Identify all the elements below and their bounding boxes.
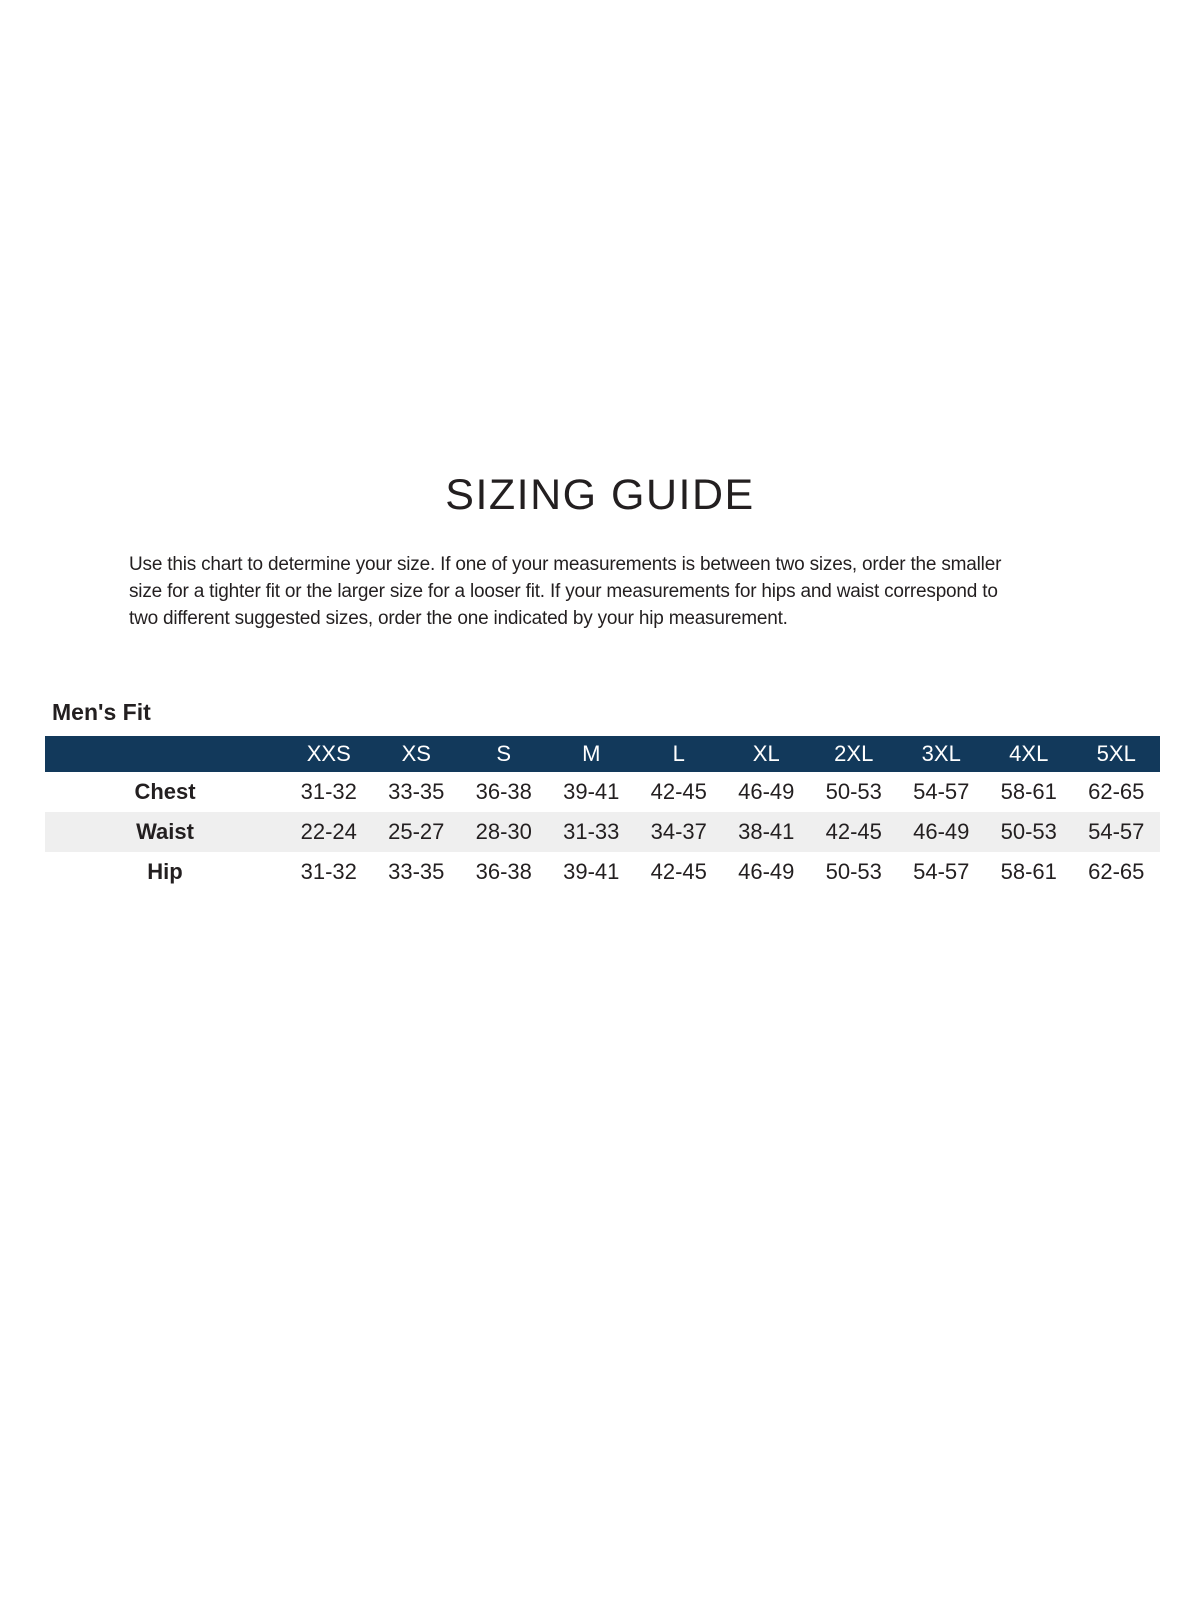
chest-value-s: 36-38 bbox=[475, 779, 532, 804]
hip-value-s: 36-38 bbox=[475, 859, 532, 884]
header-size-5xl: 5XL bbox=[1096, 741, 1136, 766]
table-row-chest bbox=[45, 772, 1160, 812]
chest-value-xxs: 31-32 bbox=[300, 779, 357, 804]
chest-value-xl: 46-49 bbox=[738, 779, 795, 804]
intro-line-2: size for a tighter fit or the larger size for a looser fit. If your measurements for hips and waist correspond to bbox=[129, 581, 998, 602]
row-label-hip: Hip bbox=[147, 859, 183, 884]
hip-value-xxs: 31-32 bbox=[300, 859, 357, 884]
hip-value-xs: 33-35 bbox=[388, 859, 445, 884]
page-title: SIZING GUIDE bbox=[445, 471, 755, 519]
row-label-waist: Waist bbox=[136, 819, 194, 844]
chest-value-xs: 33-35 bbox=[388, 779, 445, 804]
waist-value-m: 31-33 bbox=[563, 819, 620, 844]
intro-line-1: Use this chart to determine your size. If one of your measurements is between two sizes, order the smaller bbox=[129, 554, 1002, 575]
chest-value-3xl: 54-57 bbox=[913, 779, 970, 804]
chest-value-2xl: 50-53 bbox=[825, 779, 882, 804]
table-row-waist bbox=[45, 812, 1160, 852]
size-table bbox=[45, 736, 1160, 892]
intro-paragraph bbox=[129, 551, 1089, 632]
waist-value-3xl: 46-49 bbox=[913, 819, 970, 844]
hip-value-xl: 46-49 bbox=[738, 859, 795, 884]
table-row-hip bbox=[45, 852, 1160, 892]
waist-value-4xl: 50-53 bbox=[1000, 819, 1057, 844]
chest-value-m: 39-41 bbox=[563, 779, 620, 804]
hip-value-5xl: 62-65 bbox=[1088, 859, 1145, 884]
waist-value-xl: 38-41 bbox=[738, 819, 795, 844]
header-size-3xl: 3XL bbox=[921, 741, 961, 766]
hip-value-3xl: 54-57 bbox=[913, 859, 970, 884]
waist-value-l: 34-37 bbox=[650, 819, 707, 844]
waist-value-5xl: 54-57 bbox=[1088, 819, 1145, 844]
header-size-m: M bbox=[582, 741, 601, 766]
header-size-2xl: 2XL bbox=[834, 741, 874, 766]
header-size-xl: XL bbox=[752, 741, 780, 766]
header-size-xs: XS bbox=[401, 741, 431, 766]
waist-value-s: 28-30 bbox=[475, 819, 532, 844]
chest-value-5xl: 62-65 bbox=[1088, 779, 1145, 804]
section-label-mens-fit: Men's Fit bbox=[52, 699, 151, 725]
intro-line-3: two different suggested sizes, order the one indicated by your hip measurement. bbox=[129, 608, 788, 629]
header-size-s: S bbox=[496, 741, 512, 766]
hip-value-2xl: 50-53 bbox=[825, 859, 882, 884]
waist-value-2xl: 42-45 bbox=[825, 819, 882, 844]
chest-value-l: 42-45 bbox=[650, 779, 707, 804]
waist-value-xs: 25-27 bbox=[388, 819, 445, 844]
header-size-xxs: XXS bbox=[306, 741, 351, 766]
header-size-l: L bbox=[672, 741, 685, 766]
hip-value-m: 39-41 bbox=[563, 859, 620, 884]
row-label-chest: Chest bbox=[134, 779, 196, 804]
size-table-header-row bbox=[45, 736, 1160, 772]
header-size-4xl: 4XL bbox=[1009, 741, 1049, 766]
hip-value-l: 42-45 bbox=[650, 859, 707, 884]
waist-value-xxs: 22-24 bbox=[300, 819, 357, 844]
hip-value-4xl: 58-61 bbox=[1000, 859, 1057, 884]
chest-value-4xl: 58-61 bbox=[1000, 779, 1057, 804]
